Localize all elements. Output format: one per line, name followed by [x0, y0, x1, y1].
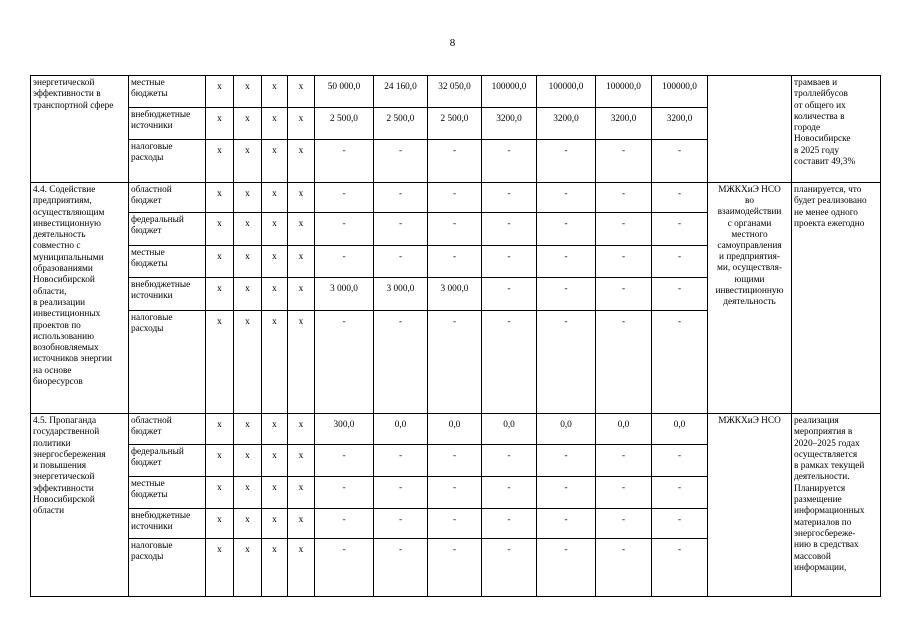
code-cell: х [288, 539, 315, 597]
funding-source-cell [129, 311, 206, 414]
amount-cell: - [652, 477, 708, 509]
code-cell: х [262, 76, 288, 108]
table-row [31, 414, 881, 445]
code-cell: х [206, 76, 234, 108]
amount-cell: 0,0 [374, 414, 428, 445]
code-cell: х [206, 414, 234, 445]
executor-text: МЖКХиЭ НСО [718, 416, 781, 426]
funding-source-cell [129, 278, 206, 311]
amount-cell: - [315, 246, 374, 278]
amount-cell: - [596, 311, 652, 414]
amount-cell: - [315, 140, 374, 183]
executor-cell [708, 414, 792, 597]
code-cell: х [234, 76, 262, 108]
code-cell: х [206, 140, 234, 183]
amount-cell: 3200,0 [482, 108, 537, 140]
amount-cell: - [428, 311, 482, 414]
amount-cell: 100000,0 [652, 76, 708, 108]
code-cell: х [288, 414, 315, 445]
code-cell: х [288, 445, 315, 477]
amount-cell: - [315, 539, 374, 597]
code-cell: х [262, 140, 288, 183]
code-cell: х [234, 509, 262, 539]
amount-cell: - [537, 278, 596, 311]
code-cell: х [262, 183, 288, 213]
task-text: 4.4. Содействие предприятиям, осуществляющим инвестиционную деятельность совместно с муниципальными образованиями Новосибирской области, в реализации инвестиционных проектов по использованию возобновляемых источников энергии на основе биоресурсов [33, 185, 112, 388]
code-cell: х [288, 213, 315, 246]
task-text: 4.5. Пропаганда государственной политики энергосбережения и повышения энергетической эффективности Новосибирской области [33, 416, 106, 517]
amount-cell: - [374, 213, 428, 246]
amount-cell: - [596, 278, 652, 311]
funding-source-label: областной бюджет [131, 416, 172, 438]
amount-cell: 100000,0 [537, 76, 596, 108]
code-cell: х [288, 140, 315, 183]
amount-cell: - [374, 477, 428, 509]
amount-cell: 3200,0 [652, 108, 708, 140]
amount-cell: - [537, 246, 596, 278]
amount-cell: - [652, 140, 708, 183]
result-text: реализация мероприятия в 2020–2025 годах осуществляется в рамках текущей деятельности. Планируется размещение информационных материалов по энергосбереже- нию в средствах массовой информации, [794, 416, 865, 573]
amount-cell: 2 500,0 [315, 108, 374, 140]
funding-source-label: внебюджетные источники [131, 110, 191, 132]
funding-source-cell [129, 477, 206, 509]
code-cell: х [206, 311, 234, 414]
funding-source-label: внебюджетные источники [131, 511, 191, 533]
amount-cell: - [482, 539, 537, 597]
amount-cell: 0,0 [596, 414, 652, 445]
amount-cell: - [537, 539, 596, 597]
amount-cell: - [428, 140, 482, 183]
amount-cell: 100000,0 [596, 76, 652, 108]
amount-cell: - [428, 246, 482, 278]
code-cell: х [288, 108, 315, 140]
code-cell: х [262, 278, 288, 311]
amount-cell: 0,0 [652, 414, 708, 445]
funding-source-label: местные бюджеты [131, 479, 168, 501]
code-cell: х [234, 183, 262, 213]
task-cell [31, 183, 129, 414]
code-cell: х [262, 414, 288, 445]
task-cell [31, 414, 129, 597]
funding-source-cell [129, 213, 206, 246]
amount-cell: - [596, 509, 652, 539]
table-row [31, 76, 881, 108]
amount-cell: - [652, 246, 708, 278]
code-cell: х [206, 108, 234, 140]
code-cell: х [288, 246, 315, 278]
result-text: планируется, что будет реализовано не менее одного проекта ежегодно [794, 185, 867, 229]
code-cell: х [288, 76, 315, 108]
amount-cell: - [482, 246, 537, 278]
amount-cell: - [596, 246, 652, 278]
code-cell: х [262, 246, 288, 278]
code-cell: х [288, 477, 315, 509]
result-cell [792, 414, 881, 597]
code-cell: х [234, 445, 262, 477]
amount-cell: - [315, 311, 374, 414]
amount-cell: - [482, 477, 537, 509]
code-cell: х [262, 445, 288, 477]
amount-cell: 24 160,0 [374, 76, 428, 108]
amount-cell: - [428, 539, 482, 597]
amount-cell: 0,0 [428, 414, 482, 445]
funding-source-cell [129, 108, 206, 140]
amount-cell: - [374, 246, 428, 278]
amount-cell: - [537, 445, 596, 477]
amount-cell: - [428, 213, 482, 246]
code-cell: х [234, 140, 262, 183]
amount-cell: - [482, 140, 537, 183]
code-cell: х [262, 311, 288, 414]
amount-cell: - [596, 477, 652, 509]
amount-cell: - [315, 183, 374, 213]
result-cell [792, 183, 881, 414]
code-cell: х [206, 509, 234, 539]
funding-source-label: федеральный бюджет [131, 447, 184, 469]
code-cell: х [234, 278, 262, 311]
task-text: энергетической эффективности в транспортной сфере [33, 78, 114, 111]
code-cell: х [206, 539, 234, 597]
amount-cell: - [537, 509, 596, 539]
code-cell: х [262, 509, 288, 539]
amount-cell: - [315, 213, 374, 246]
amount-cell: 100000,0 [482, 76, 537, 108]
amount-cell: - [374, 445, 428, 477]
amount-cell: - [374, 183, 428, 213]
table-row [31, 183, 881, 213]
amount-cell: - [596, 539, 652, 597]
amount-cell: - [652, 539, 708, 597]
funding-source-label: налоговые расходы [131, 313, 173, 335]
amount-cell: 50 000,0 [315, 76, 374, 108]
funding-source-label: местные бюджеты [131, 248, 168, 270]
funding-source-label: внебюджетные источники [131, 280, 191, 302]
code-cell: х [288, 278, 315, 311]
code-cell: х [234, 414, 262, 445]
funding-source-cell [129, 539, 206, 597]
funding-source-label: налоговые расходы [131, 541, 173, 563]
code-cell: х [234, 108, 262, 140]
code-cell: х [206, 477, 234, 509]
code-cell: х [234, 539, 262, 597]
code-cell: х [206, 246, 234, 278]
code-cell: х [288, 311, 315, 414]
code-cell: х [234, 311, 262, 414]
code-cell: х [288, 509, 315, 539]
amount-cell: 3200,0 [537, 108, 596, 140]
amount-cell: - [315, 477, 374, 509]
amount-cell: 300,0 [315, 414, 374, 445]
funding-source-cell [129, 246, 206, 278]
amount-cell: - [596, 445, 652, 477]
code-cell: х [206, 183, 234, 213]
amount-cell: - [482, 311, 537, 414]
code-cell: х [206, 213, 234, 246]
amount-cell: - [374, 140, 428, 183]
amount-cell: - [537, 311, 596, 414]
amount-cell: - [482, 278, 537, 311]
funding-source-cell [129, 183, 206, 213]
amount-cell: 3 000,0 [315, 278, 374, 311]
amount-cell: - [652, 311, 708, 414]
amount-cell: - [652, 509, 708, 539]
amount-cell: - [482, 509, 537, 539]
amount-cell: - [428, 445, 482, 477]
amount-cell: - [428, 477, 482, 509]
funding-source-cell [129, 509, 206, 539]
code-cell: х [206, 278, 234, 311]
result-text: трамваев и троллейбусов от общего их количества в городе Новосибирске в 2025 году составит 49,3% [794, 78, 856, 168]
code-cell: х [262, 213, 288, 246]
amount-cell: 3 000,0 [428, 278, 482, 311]
executor-cell [708, 183, 792, 414]
code-cell: х [234, 213, 262, 246]
amount-cell: - [374, 311, 428, 414]
amount-cell: 32 050,0 [428, 76, 482, 108]
code-cell: х [234, 477, 262, 509]
code-cell: х [206, 445, 234, 477]
funding-source-cell [129, 140, 206, 183]
amount-cell: 2 500,0 [374, 108, 428, 140]
executor-text: МЖКХиЭ НСО во взаимодействии с органами местного самоуправления и предприятия- ми, осуществля- ющими инвестиционную деятельность [715, 185, 784, 308]
code-cell: х [262, 108, 288, 140]
code-cell: х [262, 539, 288, 597]
amount-cell: - [428, 509, 482, 539]
funding-source-cell [129, 76, 206, 108]
amount-cell: - [374, 539, 428, 597]
amount-cell: - [428, 183, 482, 213]
amount-cell: - [652, 183, 708, 213]
code-cell: х [262, 477, 288, 509]
amount-cell: 3 000,0 [374, 278, 428, 311]
amount-cell: - [537, 477, 596, 509]
page-number: 8 [449, 37, 456, 49]
amount-cell: 0,0 [537, 414, 596, 445]
amount-cell: 0,0 [482, 414, 537, 445]
code-cell: х [234, 246, 262, 278]
amount-cell: 2 500,0 [428, 108, 482, 140]
amount-cell: - [315, 445, 374, 477]
amount-cell: - [482, 183, 537, 213]
amount-cell: - [596, 213, 652, 246]
funding-source-label: федеральный бюджет [131, 215, 184, 237]
amount-cell: - [482, 213, 537, 246]
amount-cell: - [537, 140, 596, 183]
amount-cell: - [482, 445, 537, 477]
amount-cell: - [537, 183, 596, 213]
program-table [30, 75, 881, 597]
amount-cell: - [596, 183, 652, 213]
amount-cell: - [374, 509, 428, 539]
funding-source-label: областной бюджет [131, 185, 172, 207]
amount-cell: - [652, 445, 708, 477]
task-cell [31, 76, 129, 183]
funding-source-cell [129, 445, 206, 477]
funding-source-label: налоговые расходы [131, 142, 173, 164]
executor-cell [708, 76, 792, 183]
amount-cell: - [596, 140, 652, 183]
funding-source-cell [129, 414, 206, 445]
funding-source-label: местные бюджеты [131, 78, 168, 100]
amount-cell: - [315, 509, 374, 539]
result-cell [792, 76, 881, 183]
code-cell: х [288, 183, 315, 213]
amount-cell: 3200,0 [596, 108, 652, 140]
amount-cell: - [537, 213, 596, 246]
amount-cell: - [652, 213, 708, 246]
amount-cell: - [652, 278, 708, 311]
